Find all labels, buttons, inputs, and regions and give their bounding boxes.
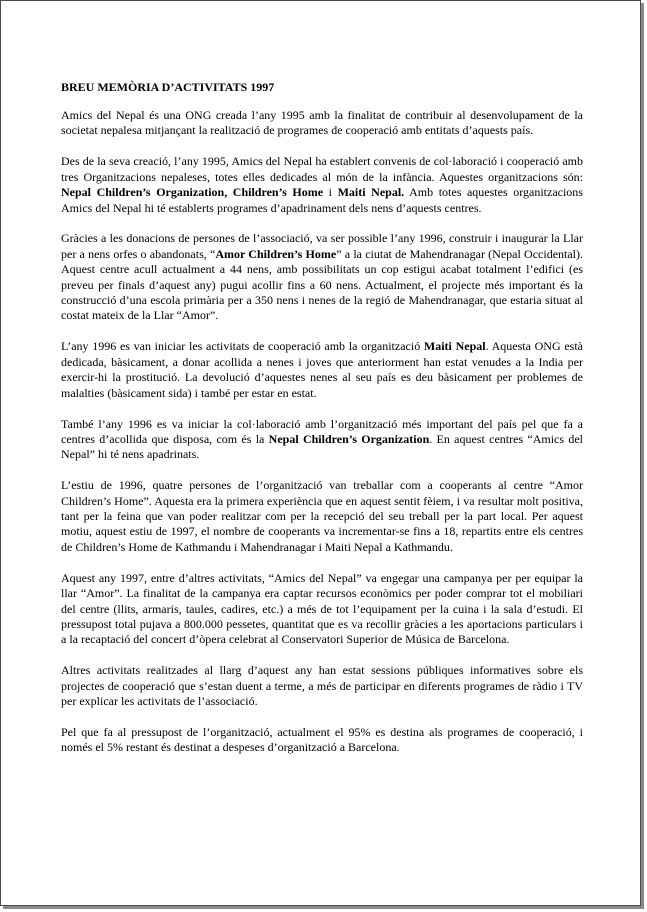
- bold-nepal-childrens-organization: Nepal Children’s Organization: [268, 431, 430, 446]
- text-run: i: [323, 185, 338, 200]
- text-run: Des de la seva creació, l’any 1995, Amics del Nepal ha establert convenis de col·laboració i cooperació amb tres Organitzacions nepaleses, totes elles dedicades al món de la infància. Aquestes organitzacions són:: [61, 154, 583, 184]
- text-run: També l’any 1996 es va iniciar la col·laboració amb l’organització més important del país pel que fa a centres d’acollida que disposa, com és la: [61, 416, 583, 446]
- paragraph-cooperants: L’estiu de 1996, quatre persones de l’organització van treballar com a cooperants al centre “Amor Children’s Home”. Aquesta era la primera experiència que en aquest sentit fèiem, i va resultar molt positiva, tant per la feina que van poder realitzar com per la recepció del seu treball per la part local. Per aquest motiu, aquest estiu de 1997, el nombre de cooperants va incrementar-se fins a 18, repartits entre els centres de Children’s Home de Kathmandu i Mahendranagar i Maiti Nepal a Kathmandu.: [61, 478, 583, 554]
- bold-organizations: Nepal Children’s Organization, Children’s Home: [61, 185, 324, 200]
- text-run: . Aquesta ONG està dedicada, bàsicament, a donar acollida a nenes i joves que anteriorment han estat venudes a la India per exercir-hi la prostitució. La devolució d’aquestes nenes al seu país es deu bàsicament per problemes de malalties (bàsicament sida) i també per estar en estat.: [61, 339, 583, 400]
- bold-amor-childrens-home: Amor Children’s Home: [215, 246, 337, 261]
- paragraph-intro: Amics del Nepal és una ONG creada l’any 1995 amb la finalitat de contribuir al desenvolupament de la societat nepalesa mitjançant la realització de programes de cooperació amb entitats d’aquests país.: [61, 108, 583, 138]
- text-run: L’any 1996 es van iniciar les activitats de cooperació amb la organització: [61, 339, 424, 354]
- paragraph-amor-home: [61, 231, 583, 323]
- paragraph-maiti-nepal: [61, 339, 583, 401]
- text-run: ” a la ciutat de Mahendranagar (Nepal Occidental). Aquest centre acull actualment a 44 nens, amb possibilitats un cop estigui acabat totalment l’edifici (es preveu per finals d’aquest any) pugui acollir fins a 60 nens. Actualment, el projecte més important és la construcció d’una escola primària per a 350 nens i nenes de la regió de Mahendranagar, que estaria situat al costat mateix de la Llar “Amor”.: [61, 246, 584, 323]
- paragraph-agreements: [61, 154, 583, 216]
- text-run: . En aquest centres “Amics del Nepal” hi té nens apadrinats.: [61, 431, 584, 462]
- text-run: Amb totes aquestes organitzacions Amics del Nepal hi té establerts programes d’apadrinament dels nens d’aquests centres.: [61, 185, 583, 215]
- document-title: BREU MEMÒRIA D’ACTIVITATS 1997: [61, 80, 275, 94]
- bold-maiti-nepal: Maiti Nepal: [423, 339, 486, 354]
- paragraph-other-activities: Altres activitats realitzades al llarg d’aquest any han estat sessions públiques informatives sobre els projectes de cooperació que s’estan duent a terme, a més de participar en diferents programes de ràdio i TV per explicar les activitats de l’associació.: [61, 663, 583, 709]
- text-run: Gràcies a les donacions de persones de l’associació, va ser possible l’any 1996, construir i inaugurar la Llar per a nens orfes o abandonats, “: [61, 231, 583, 261]
- paragraph-nepal-childrens-org: [61, 417, 583, 463]
- paragraph-campaign: Aquest any 1997, entre d’altres activitats, “Amics del Nepal” va engegar una campanya per per equipar la llar “Amor”. La finalitat de la campanya era captar recursos econòmics per poder comprar tot el mobiliari del centre (llits, armaris, taules, cadires, etc.) a més de tot l’equipament per la cuina i la sala d’estudi. El pressupost total pujava a 800.000 pessetes, quantitat que es va recollir gràcies a les aportacions particulars i a la recaptació del concert d’òpera celebrat al Conservatori Superior de Música de Barcelona.: [61, 570, 583, 647]
- paragraph-budget: Pel que fa al pressupost de l’organització, actualment el 95% es destina als programes de cooperació, i només el 5% restant és destinat a despeses d’organització a Barcelona.: [61, 725, 583, 755]
- bold-maiti-nepal: Maiti Nepal.: [337, 185, 405, 200]
- document-body: [61, 80, 583, 771]
